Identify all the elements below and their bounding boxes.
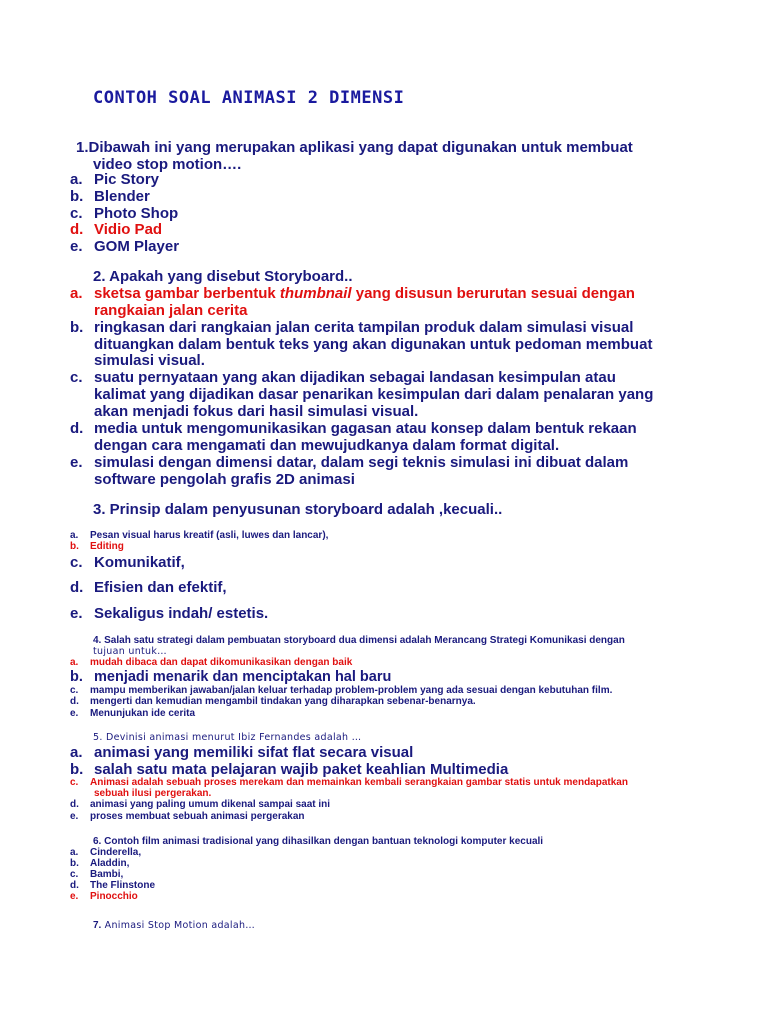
q2-option-b-line2: dituangkan dalam bentuk teks yang akan digunakan untuk pedoman membuat — [94, 336, 653, 353]
q3-option-b-answer: b. Editing — [70, 541, 124, 552]
q5-option-b: b. salah satu mata pelajaran wajib paket keahlian Multimedia — [70, 761, 509, 778]
q4-option-c: c. mampu memberikan jawaban/jalan keluar terhadap problem-problem yang ada sesuai dengan kebutuhan film. — [70, 685, 613, 696]
q2-option-d: d. media untuk mengomunikasikan gagasan atau konsep dalam bentuk rekaan — [70, 420, 637, 437]
q4-option-d: d. mengerti dan kemudian mengambil tindakan yang diharapkan sebenar-benarnya. — [70, 696, 476, 707]
q2-option-b-line3: simulasi visual. — [94, 352, 205, 369]
q5-option-c-answer: c. Animasi adalah sebuah proses merekam dan memainkan kembali serangkaian gambar statis untuk mendapatkan — [70, 777, 628, 788]
q2-option-c-line2: kalimat yang dijadikan dasar penarikan kesimpulan dari dalam penalaran yang — [94, 386, 654, 403]
q1-question-line1: 1.Dibawah ini yang merupakan aplikasi yang dapat digunakan untuk membuat — [76, 139, 633, 156]
q5-option-e: e. proses membuat sebuah animasi pergerakan — [70, 811, 305, 822]
q1-question-line2: video stop motion…. — [93, 156, 242, 173]
q5-option-a: a. animasi yang memiliki sifat flat secara visual — [70, 744, 414, 761]
q6-option-d: d. The Flinstone — [70, 880, 155, 891]
q2-option-d-line2: dengan cara mengamati dan mewujudkanya dalam format digital. — [94, 437, 560, 454]
q2-option-c: c. suatu pernyataan yang akan dijadikan sebagai landasan kesimpulan atau — [70, 369, 616, 386]
q4-question-line1: 4. Salah satu strategi dalam pembuatan storyboard dua dimensi adalah Merancang Strategi Komunikasi dengan — [93, 635, 625, 646]
q6-option-e-answer: e. Pinocchio — [70, 891, 138, 902]
q1-option-c: c. Photo Shop — [70, 205, 179, 222]
q1-option-e: e. GOM Player — [70, 238, 180, 255]
q2-option-b: b. ringkasan dari rangkaian jalan cerita tampilan produk dalam simulasi visual — [70, 319, 634, 336]
q6-option-c: c. Bambi, — [70, 869, 124, 880]
q6-question: 6. Contoh film animasi tradisional yang dihasilkan dengan bantuan teknologi komputer kecuali — [93, 836, 544, 847]
q3-option-c: c. Komunikatif, — [70, 554, 185, 571]
q6-option-a: a. Cinderella, — [70, 847, 142, 858]
q2-question: 2. Apakah yang disebut Storyboard.. — [93, 268, 353, 285]
q4-option-a-answer: a. mudah dibaca dan dapat dikomunikasikan dengan baik — [70, 657, 353, 668]
q7-question: 7. Animasi Stop Motion adalah… — [93, 920, 256, 931]
q3-question: 3. Prinsip dalam penyusunan storyboard adalah ,kecuali.. — [93, 501, 503, 518]
q3-option-a: a. Pesan visual harus kreatif (asli, luwes dan lancar), — [70, 530, 329, 541]
q4-option-b: b. menjadi menarik dan menciptakan hal baru — [70, 669, 392, 685]
q1-option-d-answer: d. Vidio Pad — [70, 221, 163, 238]
q2-option-e-line2: software pengolah grafis 2D animasi — [94, 471, 355, 488]
q1-option-b: b. Blender — [70, 188, 150, 205]
q2-option-c-line3: akan menjadi fokus dari hasil simulasi visual. — [94, 403, 419, 420]
q3-option-e: e. Sekaligus indah/ estetis. — [70, 605, 269, 622]
q6-option-b: b. Aladdin, — [70, 858, 130, 869]
q5-option-d: d. animasi yang paling umum dikenal sampai saat ini — [70, 799, 331, 810]
q5-option-c-line2: sebuah ilusi pergerakan. — [94, 788, 212, 799]
q1-option-a: a. Pic Story — [70, 171, 160, 188]
q2-option-a-answer: a. sketsa gambar berbentuk thumbnail yang disusun berurutan sesuai dengan — [70, 285, 635, 302]
page-title: CONTOH SOAL ANIMASI 2 DIMENSI — [93, 88, 405, 108]
q5-question: 5. Devinisi animasi menurut Ibiz Fernandes adalah … — [93, 732, 362, 743]
q4-question-line2: tujuan untuk… — [93, 646, 167, 657]
q2-option-a-line2: rangkaian jalan cerita — [94, 302, 248, 319]
q4-option-e: e. Menunjukan ide cerita — [70, 708, 196, 719]
q2-option-e: e. simulasi dengan dimensi datar, dalam segi teknis simulasi ini dibuat dalam — [70, 454, 629, 471]
q3-option-d: d. Efisien dan efektif, — [70, 579, 227, 596]
